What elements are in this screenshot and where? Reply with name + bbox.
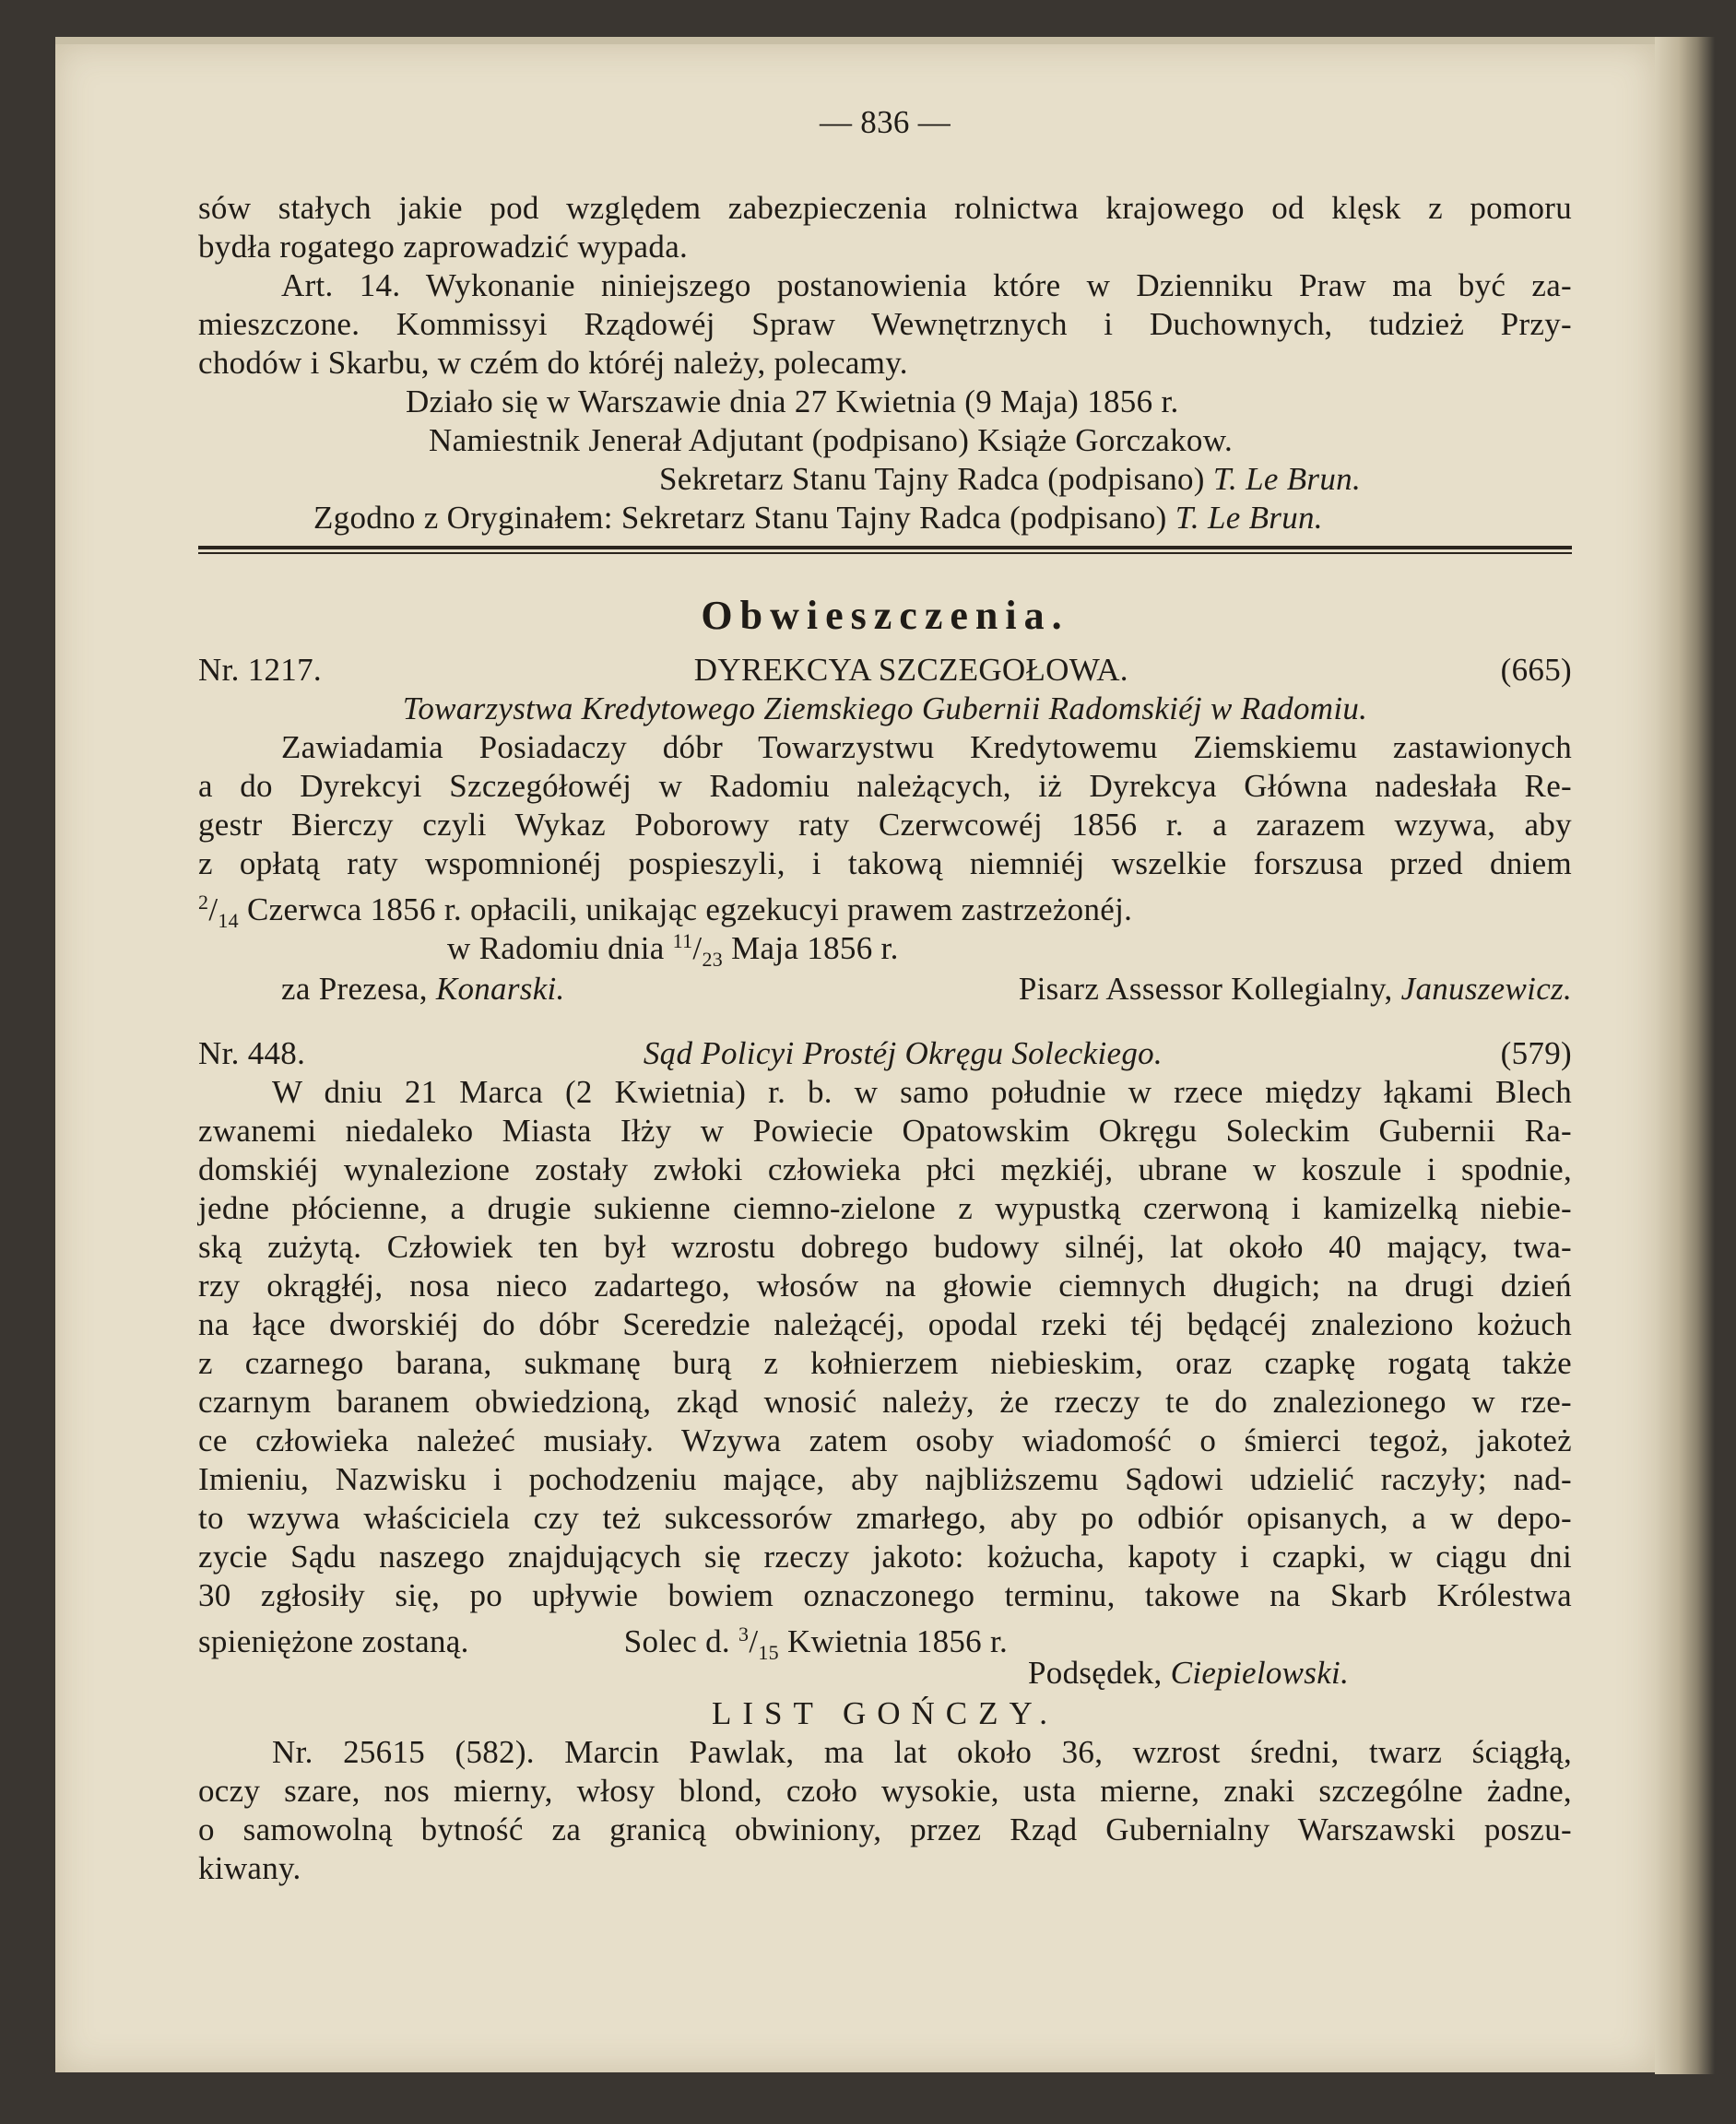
place-prefix: w Radomiu dnia — [447, 930, 665, 966]
notice2-number: Nr. 448. — [198, 1035, 306, 1071]
namiestnik-line: Namiestnik Jenerał Adjutant (podpisano) Książe Gorczakow. — [429, 422, 1234, 458]
notice2-last-line: spieniężone zostaną. Solec d. $^3/_{15}$ Kwietnia 1856 r. — [198, 1622, 1009, 1664]
notice1-header — [198, 651, 1572, 690]
notice1-ref: (665) — [1500, 652, 1572, 688]
sig-left-prefix: za Prezesa, — [281, 971, 428, 1007]
sig-right-name: Januszewicz. — [1400, 971, 1572, 1007]
section-title: Obwieszczenia. — [701, 593, 1069, 638]
dated-line: Działo się w Warszawie dnia 27 Kwietnia (9 Maja) 1856 r. — [406, 384, 1179, 419]
sekretarz-line — [198, 460, 1572, 499]
place-suffix: Maja 1856 r. — [731, 930, 899, 966]
art14-line: mieszczone. Kommissyi Rządowéj Spraw Wewnętrznych i Duchownych, tudzież Przy- — [198, 306, 1572, 342]
notice1-signatures — [198, 970, 1572, 1009]
notice1-number: Nr. 1217. — [198, 652, 322, 688]
notice1-line: Zawiadamia Posiadaczy dóbr Towarzystwu Kredytowemu Ziemskiemu zastawionych — [281, 729, 1572, 765]
sig-name: Ciepielowski. — [1170, 1655, 1350, 1691]
notice1-subtitle: Towarzystwa Kredytowego Ziemskiego Gubernii Radomskiéj w Radomiu. — [402, 690, 1368, 726]
list-title: LIST GOŃCZY. — [711, 1695, 1059, 1731]
list-line: Nr. 25615 (582). Marcin Pawlak, ma lat około 36, wzrost średni, twarz ściągłą, — [272, 1734, 1572, 1770]
notice2-line: ce człowieka należeć musiały. Wzywa zatem osoby wiadomość o śmierci tegoż, jakoteż — [198, 1422, 1572, 1458]
notice2-court: Sąd Policyi Prostéj Okręgu Soleckiego. — [643, 1035, 1163, 1071]
notice1-last-text: Czerwca 1856 r. opłacili, unikając egzekucyi prawem zastrzeżonéj. — [247, 891, 1133, 927]
page-number: — 836 — — [819, 104, 951, 140]
fraction-numerator: 2 — [198, 891, 209, 914]
notice1-place-line: w Radomiu dnia $^{11}/_{23}$ Maja 1856 r. — [447, 929, 899, 971]
notice2-header — [198, 1034, 1572, 1073]
divider-rule — [198, 546, 1572, 549]
fraction-numerator: 3 — [738, 1622, 750, 1646]
notice2-line: jedne płócienne, a drugie sukienne ciemno-zielone z wypustką czerwoną i kamizelką niebie- — [198, 1190, 1572, 1226]
notice1-line: z opłatą raty wspomnionéj pospieszyli, i takową niemniéj wszelkie forszusa przed dniem — [198, 845, 1572, 881]
notice1-sig-right — [1019, 970, 1572, 1009]
zgodno-prefix: Zgodno z Oryginałem: Sekretarz Stanu Tajny Radca (podpisano) — [313, 500, 1167, 536]
zgodno-line — [198, 499, 1572, 537]
list-line: o samowolną bytność za granicą obwiniony, przez Rząd Gubernialny Warszawski poszu- — [198, 1811, 1572, 1847]
art14-line: Art. 14. Wykonanie niniejszego postanowienia które w Dzienniku Praw ma być za- — [281, 267, 1572, 303]
notice1-last-line: $^2/_{14}$ Czerwca 1856 r. opłacili, unikając egzekucyi prawem zastrzeżonéj. — [198, 891, 1133, 932]
notice2-line: zwanemi niedaleko Miasta Iłży w Powiecie Opatowskim Okręgu Soleckim Gubernii Ra- — [198, 1113, 1572, 1149]
notice2-line: 30 zgłosiły się, po upływie bowiem oznaczonego terminu, takowe na Skarb Królestwa — [198, 1577, 1572, 1613]
notice2-line: to wzywa właściciela czy też sukcessorów zmarłego, aby po odbiór opisanych, a w depo- — [198, 1500, 1572, 1536]
notice2-signature — [198, 1654, 1572, 1693]
text-line: bydła rogatego zaprowadzić wypada. — [198, 229, 689, 265]
notice2-line: W dniu 21 Marca (2 Kwietnia) r. b. w samo południe w rzece między łąkami Blech — [272, 1074, 1572, 1110]
sig-left-name: Konarski. — [435, 971, 565, 1007]
notice2-ref: (579) — [1500, 1035, 1572, 1071]
page-binding-edge — [1655, 37, 1715, 2074]
last-place: Solec d. — [623, 1623, 730, 1659]
sig-right-prefix: Pisarz Assessor Kollegialny, — [1018, 971, 1393, 1007]
notice2-line: czarnym baranem obwiedzioną, zkąd wnosić należy, że rzeczy te do znalezionego w rze- — [198, 1384, 1572, 1420]
notice2-line: zycie Sądu naszego znajdujących się rzeczy jakoto: kożucha, kapoty i czapki, w ciągu dni — [198, 1539, 1572, 1575]
notice2-line: Imieniu, Nazwisku i pochodzeniu mające, aby najbliższemu Sądowi udzielić raczyły; nad- — [198, 1461, 1572, 1497]
last-prefix: spieniężone zostaną. — [198, 1623, 469, 1659]
notice2-line: na łące dworskiéj do dóbr Sceredzie należącéj, opodal rzeki téj będącéj znaleziono kożuch — [198, 1306, 1572, 1342]
notice1-sig-left — [281, 970, 565, 1009]
notice2-line: ską zużytą. Człowiek ten był wzrostu dobrego budowy silnéj, lat około 40 mający, twa- — [198, 1229, 1572, 1265]
fraction-denominator: 23 — [702, 948, 724, 971]
notice1-line: gestr Bierczy czyli Wykaz Poborowy raty Czerwcowéj 1856 r. a zarazem wzywa, aby — [198, 807, 1572, 843]
sekretarz-prefix: Sekretarz Stanu Tajny Radca (podpisano) — [659, 461, 1205, 497]
text-line: sów stałych jakie pod względem zabezpieczenia rolnictwa krajowego od klęsk z pomoru — [198, 190, 1572, 226]
notice2-line: domskiéj wynalezione zostały zwłoki człowieka płci męzkiéj, ubrane w koszule i spodnie, — [198, 1151, 1572, 1187]
sig-prefix: Podsędek, — [1028, 1655, 1163, 1691]
list-line: kiwany. — [198, 1850, 301, 1886]
zgodno-name: T. Le Brun. — [1175, 500, 1323, 536]
last-suffix: Kwietnia 1856 r. — [787, 1623, 1009, 1659]
notice1-office: DYREKCYA SZCZEGOŁOWA. — [693, 652, 1128, 688]
list-line: oczy szare, nos mierny, włosy blond, czoło wysokie, usta mierne, znaki szczególne żadne, — [198, 1773, 1572, 1809]
notice1-line: a do Dyrekcyi Szczegółowéj w Radomiu należących, iż Dyrekcya Główna nadesłała Re- — [198, 768, 1572, 804]
art14-line: chodów i Skarbu, w czém do któréj należy, polecamy. — [198, 345, 908, 381]
notice2-line: z czarnego barana, sukmanę burą z kołnierzem niebieskim, oraz czapkę rogatą także — [198, 1345, 1572, 1381]
notice2-line: rzy okrągłéj, nosa nieco zadartego, włosów na głowie ciemnych długich; na drugi dzień — [198, 1268, 1572, 1304]
fraction-denominator: 15 — [758, 1641, 779, 1664]
sekretarz-name: T. Le Brun. — [1212, 461, 1361, 497]
divider-rule — [198, 552, 1572, 554]
fraction-denominator: 14 — [218, 909, 239, 932]
fraction-numerator: 11 — [672, 929, 693, 952]
